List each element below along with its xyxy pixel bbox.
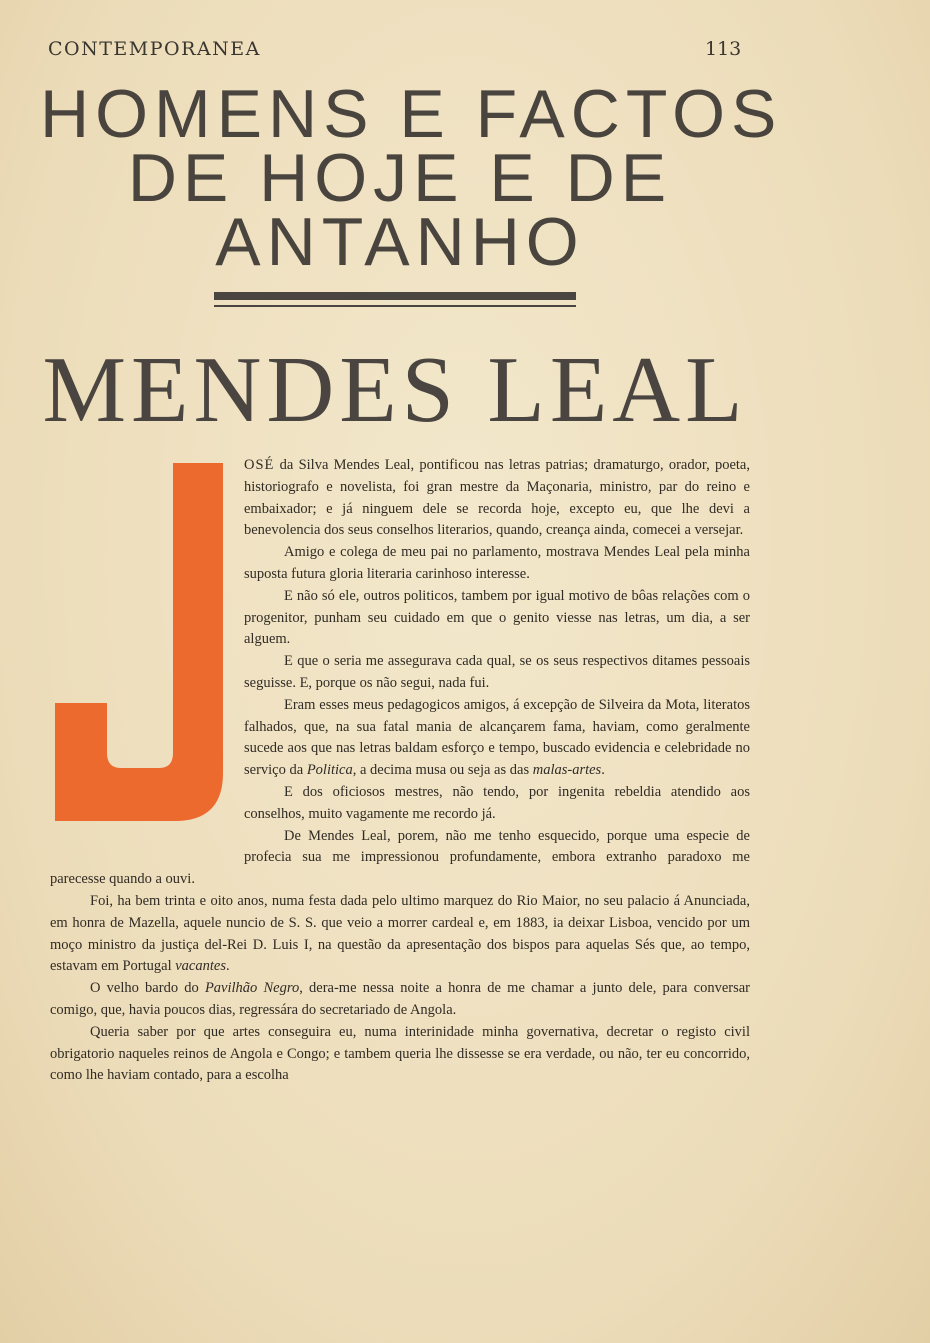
- page-number: 113: [705, 38, 742, 60]
- paragraph-1-text: da Silva Mendes Leal, pontificou nas letras patrias; dramaturgo, orador, poeta, historiografo e novelista, foi gran mestre da Maçonaria, ministro, par do reino e embaixador; e já ninguem dele se recorda hoje, excepto eu, que lhe devi a benevolencia dos seus conselhos literarios, quando, creança ainda, comecei a versejar.: [244, 457, 750, 539]
- paragraph-5-text-c: .: [601, 762, 605, 779]
- paragraph-9-text-b: , dera-me nessa noite a honra de me chamar a junto dele, para conversar comigo, que, havia poucos dias, regressára do secretariado de Angola.: [50, 980, 750, 1018]
- politica-term: Politica: [306, 762, 353, 779]
- article-body: [50, 455, 750, 1087]
- paragraph-9: [50, 978, 750, 1022]
- paragraph-2: Amigo e colega de meu pai no parlamento, mostrava Mendes Leal pela minha suposta futura gloria literaria carinhoso interesse.: [244, 544, 750, 582]
- title-line-2: DE HOJE E DE: [127, 140, 673, 216]
- paragraph-4: E que o seria me assegurava cada qual, se os seus respectivos ditames pessoais seguisse. E, porque os não segui, nada fui.: [244, 653, 750, 691]
- paragraph-6: E dos oficiosos mestres, não tendo, por ingenita rebeldia atendido aos conselhos, muito vagamente me recordo já.: [244, 783, 750, 822]
- vacantes-term: vacantes: [175, 958, 226, 975]
- paragraph-1-lead: OSÉ: [244, 457, 275, 473]
- paragraph-10: Queria saber por que artes conseguira eu, numa interinidade minha governativa, decretar o registo civil obrigatorio naqueles reinos de Angola e Congo; e tambem queria lhe dissesse se era verdade, ou não, ter eu concorrido, como lhe haviam contado, para a escolha: [50, 1023, 750, 1084]
- paragraph-9-text-a: O velho bardo do: [90, 980, 205, 997]
- paragraph-8: [50, 891, 750, 978]
- paragraph-3: E não só ele, outros politicos, tambem por igual motivo de bôas relações com o progenitor, punham seu cuidado em que o genito viesse nas letras, um dia, a ser alguem.: [244, 587, 750, 648]
- pavilhao-negro-title: Pavilhão Negro: [204, 980, 300, 997]
- title-rule-thick: [214, 292, 576, 300]
- title-rule-thin: [214, 305, 576, 307]
- paragraph-8-text-a: Foi, ha bem trinta e oito anos, numa festa dada pelo ultimo marquez do Rio Maior, no seu palacio á Anunciada, em honra de Mazella, aquele nuncio de S. S. que veio a morrer cardeal e, em 1883, ia deixar Lisboa, vencido por um moço ministro da justiça del-Rei D. Luis I, na questão da apresentação dos bispos para aquelas Sés que, ao tempo, estavam em Portugal: [50, 892, 750, 975]
- dropcap-space: [50, 455, 242, 848]
- subject-heading: MENDES LEAL: [42, 338, 748, 442]
- paragraph-7: De Mendes Leal, porem, não me tenho esquecido, porque uma especie de profecia sua me impressionou profundamente, embora extranho paradoxo me parecesse quando a ouvi.: [50, 827, 750, 888]
- title-line-1: HOMENS E FACTOS: [40, 76, 783, 152]
- malas-artes-term: malas-artes: [532, 762, 602, 779]
- paragraph-5-text-a: Eram esses meus pedagogicos amigos, á excepção de Silveira da Mota, literatos falhados, que, na sua fatal mania de alcançarem fama, haviam, como geralmente sucede aos que nas letras baldam esforço e tempo, buscado evidencia e celebridade no serviço da: [244, 696, 750, 779]
- title-line-3: ANTANHO: [215, 204, 585, 280]
- article-title: [40, 76, 783, 280]
- paragraph-8-text-b: .: [225, 958, 230, 975]
- running-head: CONTEMPORANEA: [48, 38, 261, 60]
- paragraph-5-text-b: , a decima musa ou seja as das: [352, 762, 533, 779]
